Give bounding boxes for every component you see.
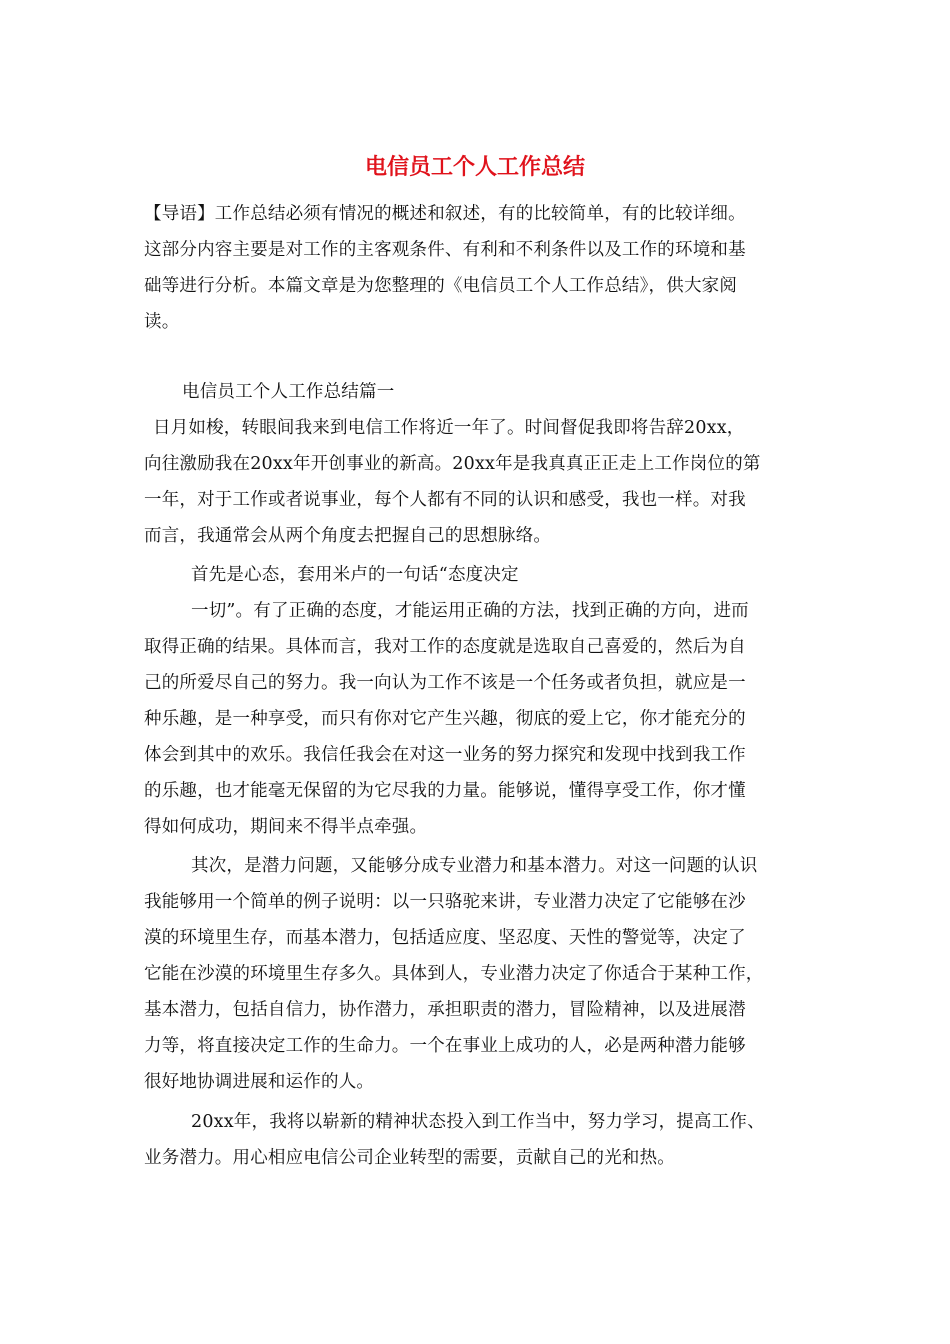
paragraph-line: 向往激励我在20xx年开创事业的新高。20xx年是我真真正正走上工作岗位的第 <box>144 454 761 474</box>
paragraph-line: 基本潜力，包括自信力，协作潜力，承担职责的潜力，冒险精神，以及进展潜 <box>144 1000 746 1020</box>
paragraph-line: 我能够用一个简单的例子说明：以一只骆驼来讲，专业潜力决定了它能够在沙 <box>144 892 746 912</box>
paragraph-line: 其次，是潜力问题，又能够分成专业潜力和基本潜力。对这一问题的认识 <box>191 856 758 876</box>
paragraph-line: 漠的环境里生存，而基本潜力，包括适应度、坚忍度、天性的警觉等，决定了 <box>144 928 746 948</box>
paragraph-2 <box>144 593 812 845</box>
document-title: 电信员工个人工作总结 <box>364 155 585 180</box>
paragraph-line: 业务潜力。用心相应电信公司企业转型的需要，贡献自己的光和热。 <box>144 1148 675 1168</box>
intro-line: 础等进行分析。本篇文章是为您整理的《电信员工个人工作总结》，供大家阅 <box>144 276 738 296</box>
paragraph-line: 力等，将直接决定工作的生命力。一个在事业上成功的人，必是两种潜力能够 <box>144 1036 746 1056</box>
paragraph-line: 的乐趣，也才能毫无保留的为它尽我的力量。能够说，懂得享受工作，你才懂 <box>144 781 746 801</box>
paragraph-line: 它能在沙漠的环境里生存多久。具体到人，专业潜力决定了你适合于某种工作， <box>144 964 764 984</box>
paragraph-line: 取得正确的结果。具体而言，我对工作的态度就是选取自己喜爱的，然后为自 <box>144 637 746 657</box>
paragraph-line: 而言，我通常会从两个角度去把握自己的思想脉络。 <box>144 526 552 546</box>
paragraph-line: 己的所爱尽自己的努力。我一向认为工作不该是一个任务或者负担，就应是一 <box>144 673 746 693</box>
paragraph-line: 得如何成功，期间来不得半点牵强。 <box>144 817 428 837</box>
intro-paragraph <box>144 196 812 340</box>
paragraph-line: 体会到其中的欢乐。我信任我会在对这一业务的努力探究和发现中找到我工作 <box>144 745 746 765</box>
intro-line: 这部分内容主要是对工作的主客观条件、有利和不利条件以及工作的环境和基 <box>144 240 746 260</box>
paragraph-4 <box>144 1104 812 1176</box>
paragraph-3 <box>144 848 812 1100</box>
paragraph-line: 一切”。有了正确的态度，才能运用正确的方法，找到正确的方向，进而 <box>191 601 749 621</box>
section-heading: 电信员工个人工作总结篇一 <box>182 382 395 402</box>
paragraph-line: 20xx年，我将以崭新的精神状态投入到工作当中，努力学习，提高工作、 <box>191 1112 765 1132</box>
paragraph-line: 种乐趣，是一种享受，而只有你对它产生兴趣，彻底的爱上它，你才能充分的 <box>144 709 746 729</box>
paragraph-1 <box>144 410 812 554</box>
paragraph-line: 一年，对于工作或者说事业，每个人都有不同的认识和感受，我也一样。对我 <box>144 490 746 510</box>
paragraph-line: 日月如梭，转眼间我来到电信工作将近一年了。时间督促我即将告辞20xx， <box>153 418 745 438</box>
paragraph-2-lead: 首先是心态，套用米卢的一句话“态度决定 <box>191 565 519 585</box>
intro-line: 【导语】工作总结必须有情况的概述和叙述，有的比较简单，有的比较详细。 <box>144 204 746 224</box>
paragraph-line: 很好地协调进展和运作的人。 <box>144 1072 375 1092</box>
intro-line: 读。 <box>144 312 180 332</box>
